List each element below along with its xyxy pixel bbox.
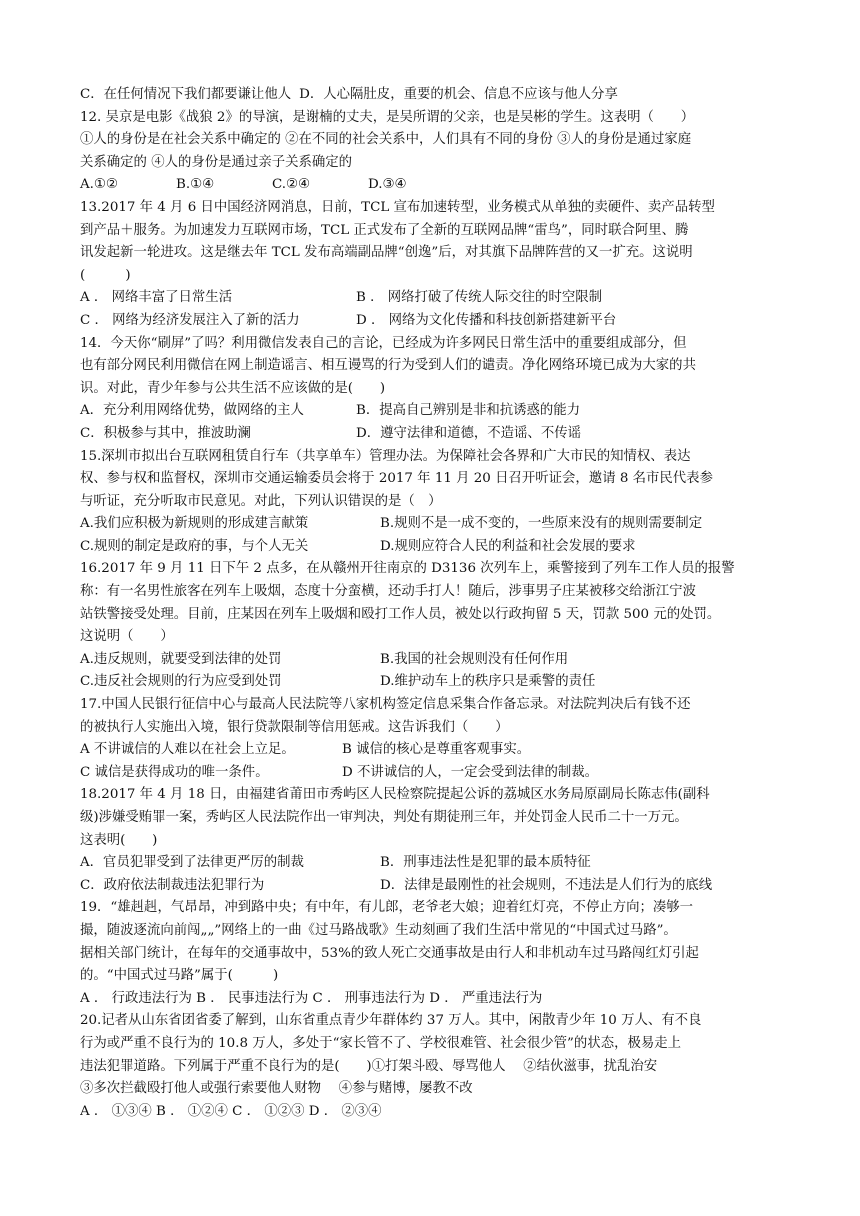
q19-stem-line: 撮，随波逐流向前闯„„”网络上的一曲《过马路战歌》生动刻画了我们生活中常见的“中国式过马路”。 (80, 922, 677, 938)
q19-options: A ． 行政违法行为 B ． 民事违法行为 C ． 刑事违法行为 D ． 严重违法行为 (80, 990, 543, 1006)
q14-stem-line: 也有部分网民利用微信在网上制造谣言、相互谩骂的行为受到人们的谴责。净化网络环境已成为大家的共 (80, 358, 696, 374)
q18-option-a: A．官员犯罪受到了法律更严厉的制裁 (80, 855, 304, 871)
q12-option-d: D.③④ (368, 177, 407, 193)
q18-options-cd (80, 875, 794, 898)
q15-option-c: C.规则的制定是政府的事，与个人无关 (80, 538, 309, 554)
question-17 (80, 694, 794, 784)
q14-options-ab (80, 400, 794, 423)
q14-option-c: C．积极参与其中，推波助澜 (80, 425, 251, 441)
q20-stem-line: ③多次拦截殴打他人或强行索要他人财物 ④参与赌博，屡教不改 (80, 1081, 473, 1097)
q19-stem-line: 的。“中国式过马路”属于( ) (80, 968, 279, 984)
q15-stem-line: 与听证，充分听取市民意见。对此，下列认识错误的是（ ） (80, 493, 442, 509)
q15-stem-line: 权、参与权和监督权，深圳市交通运输委员会将于 2017 年 11 月 20 日召开听证会，邀请 8 名市民代表参 (80, 471, 713, 487)
question-12 (80, 107, 794, 197)
q13-stem-line: ( ) (80, 267, 131, 283)
q15-option-a: A.我们应积极为新规则的形成建言献策 (80, 516, 309, 532)
q13-option-d: D ． 网络为文化传播和科技创新搭建新平台 (356, 312, 617, 328)
q13-stem-line: 到产品＋服务。为加速发力互联网市场，TCL 正式发布了全新的互联网品牌“雷鸟”，同时联合阿里、腾 (80, 222, 689, 238)
q15-stem-line: 15.深圳市拟出台互联网租赁自行车（共享单车）管理办法。为保障社会各界和广大市民的知情权、表达 (80, 448, 691, 464)
q13-option-c: C ． 网络为经济发展注入了新的活力 (80, 312, 300, 328)
q14-stem-line: 识。对此，青少年参与公共生活不应该做的是( ) (80, 380, 386, 396)
q17-option-d: D 不讲诚信的人，一定会受到法律的制裁。 (342, 764, 599, 780)
q17-options-ab (80, 739, 794, 762)
q13-option-b: B ． 网络打破了传统人际交往的时空限制 (356, 290, 602, 306)
q13-option-a: A ． 网络丰富了日常生活 (80, 290, 233, 306)
question-18 (80, 784, 794, 897)
q16-option-a: A.违反规则，就要受到法律的处罚 (80, 651, 282, 667)
q11-option-c: C．在任何情况下我们都要谦让他人 (80, 87, 292, 102)
question-14 (80, 333, 794, 446)
q13-options-ab (80, 287, 794, 310)
q16-options-cd (80, 671, 794, 694)
q19-stem-line: 19．“雄赳赳，气昂昂，冲到路中央；有中年，有儿郎，老爷老大娘；迎着红灯亮，不停止方向；凑够一 (80, 900, 694, 916)
question-15 (80, 446, 794, 559)
q18-options-ab (80, 852, 794, 875)
q15-options-ab (80, 513, 794, 536)
q14-option-b: B．提高自己辨别是非和抗诱惑的能力 (356, 403, 581, 419)
q18-option-c: C．政府依法制裁违法犯罪行为 (80, 877, 265, 893)
q12-stem-line: ①人的身份是在社会关系中确定的 ②在不同的社会关系中，人们具有不同的身份 ③人的身份是通过家庭 (80, 132, 692, 148)
q14-stem-line: 14．今天你“刷屏”了吗？利用微信发表自己的言论，已经成为许多网民日常生活中的重要组成部分，但 (80, 335, 687, 351)
q18-stem-line: 18.2017 年 4 月 18 日，由福建省莆田市秀屿区人民检察院提起公诉的荔城区水务局原副局长陈志伟(副科 (80, 787, 710, 803)
q16-option-b: B.我国的社会规则没有任何作用 (380, 651, 569, 667)
q12-option-c: C.②④ (272, 177, 311, 193)
q19-stem-line: 据相关部门统计，在每年的交通事故中，53%的致人死亡交通事故是由行人和非机动车过马路闯红灯引起 (80, 945, 699, 961)
q13-options-cd (80, 310, 794, 333)
q16-option-d: D.维护动车上的秩序只是乘警的责任 (380, 674, 596, 690)
q17-stem-line: 17.中国人民银行征信中心与最高人民法院等八家机构签定信息采集合作备忘录。对法院判决后有钱不还 (80, 697, 691, 713)
q12-stem-line: 12. 吴京是电影《战狼 2》的导演，是谢楠的丈夫，是吴所谓的父亲，也是吴彬的学生。这表明（ ） (80, 109, 695, 125)
q15-option-b: B.规则不是一成不变的，一些原来没有的规则需要制定 (380, 516, 703, 532)
q20-stem-line: 违法犯罪道路。下列属于严重不良行为的是( )①打架斗殴、辱骂他人 ②结伙滋事，扰乱治安 (80, 1058, 658, 1074)
q18-option-b: B．刑事违法性是犯罪的最本质特征 (380, 855, 591, 871)
q12-option-b: B.①④ (176, 177, 215, 193)
q20-options: A ． ①③④ B ． ①②④ C ． ①②③ D ． ②③④ (80, 1103, 382, 1119)
q11-options-row (80, 84, 794, 107)
q18-option-d: D．法律是最刚性的社会规则，不违法是人们行为的底线 (380, 877, 713, 893)
q13-stem-line: 讯发起新一轮进攻。这是继去年 TCL 发布高端副品牌“创逸”后，对其旗下品牌阵营的又一扩充。这说明 (80, 245, 693, 261)
q18-stem-line: 级)涉嫌受贿罪一案，秀屿区人民法院作出一审判决，判处有期徒刑三年，并处罚金人民币二十一万元。 (80, 810, 688, 825)
q17-option-c: C 诚信是获得成功的唯一条件。 (80, 764, 269, 780)
q16-option-c: C.违反社会规则的行为应受到处罚 (80, 674, 282, 690)
q17-option-b: B 诚信的核心是尊重客观事实。 (342, 742, 531, 758)
question-20 (80, 1010, 794, 1123)
q16-options-ab (80, 649, 794, 672)
q16-stem-line: 站铁警接受处理。目前，庄某因在列车上吸烟和殴打工作人员，被处以行政拘留 5 天，罚款 500 元的处罚。 (80, 606, 721, 622)
q20-stem-line: 20.记者从山东省团省委了解到，山东省重点青少年群体约 37 万人。其中，闲散青少年 10 万人、有不良 (80, 1013, 702, 1029)
q14-option-d: D．遵守法律和道德，不造谣、不传谣 (356, 425, 581, 441)
q18-stem-line: 这表明( ) (80, 832, 158, 848)
question-13 (80, 197, 794, 333)
q16-stem-line: 这说明（ ） (80, 629, 174, 645)
q16-stem-line: 16.2017 年 9 月 11 日下午 2 点多，在从赣州开往南京的 D3136 次列车上，乘警接到了列车工作人员的报警 (80, 561, 735, 577)
q11-option-d: D．人心隔肚皮，重要的机会、信息不应该与他人分享 (299, 87, 618, 102)
q12-stem-line: 关系确定的 ④人的身份是通过亲子关系确定的 (80, 154, 353, 170)
q20-stem-line: 行为或严重不良行为的 10.8 万人，多处于“家长管不了、学校很难管、社会很少管”的状态，极易走上 (80, 1035, 682, 1051)
question-16 (80, 558, 794, 694)
q15-option-d: D.规则应符合人民的利益和社会发展的要求 (380, 538, 636, 554)
q17-options-cd (80, 762, 794, 785)
q12-option-a: A.①② (80, 177, 118, 193)
question-19 (80, 897, 794, 1010)
q14-option-a: A．充分利用网络优势，做网络的主人 (80, 403, 304, 419)
q13-stem-line: 13.2017 年 4 月 6 日中国经济网消息，日前，TCL 宣布加速转型，业务模式从单独的卖硬件、卖产品转型 (80, 199, 715, 215)
q16-stem-line: 称：有一名男性旅客在列车上吸烟，态度十分蛮横，还动手打人！随后，涉事男子庄某被移交给浙江宁波 (80, 584, 696, 600)
q17-stem-line: 的被执行人实施出入境，银行贷款限制等信用惩戒。这告诉我们（ ） (80, 719, 509, 735)
q17-option-a: A 不讲诚信的人难以在社会上立足。 (80, 742, 295, 758)
q15-options-cd (80, 536, 794, 559)
q14-options-cd (80, 423, 794, 446)
q12-options (80, 174, 794, 197)
